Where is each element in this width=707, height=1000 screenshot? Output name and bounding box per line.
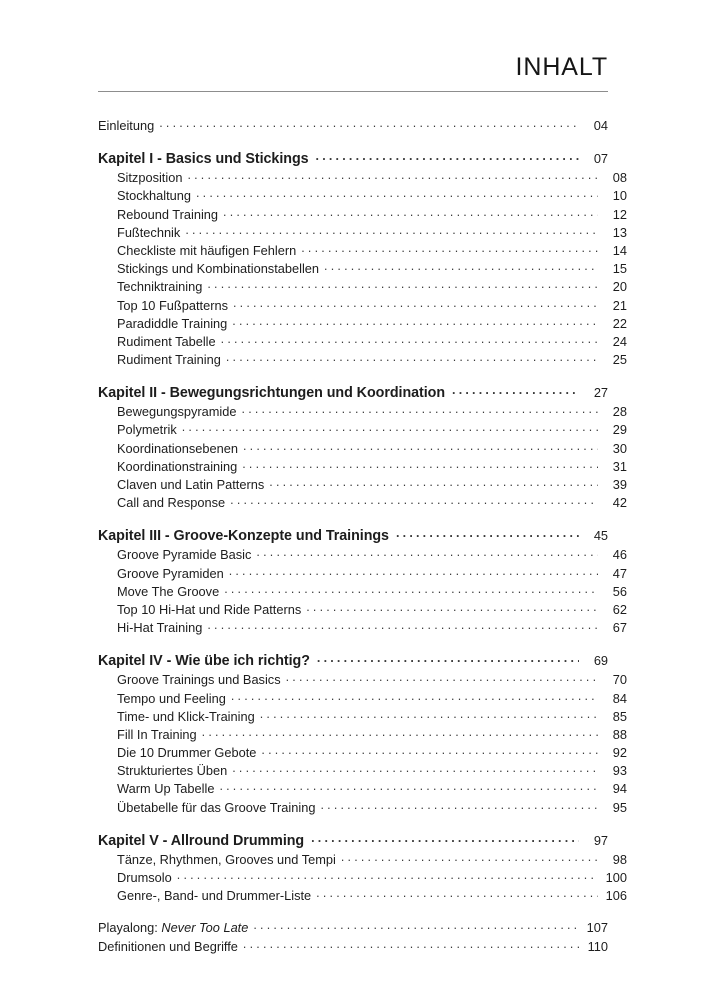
toc-entry-page-number: 14 — [612, 242, 627, 258]
toc-entry-page-number: 67 — [612, 620, 627, 636]
toc-entry[interactable] — [98, 938, 608, 956]
table-of-contents — [98, 117, 627, 956]
dot-leader — [341, 852, 598, 864]
toc-entry[interactable] — [98, 601, 627, 619]
toc-group-intro — [98, 117, 608, 135]
toc-entry-label: Playalong: Never Too Late — [98, 920, 249, 936]
toc-entry-label: Kapitel V - Allround Drumming — [98, 832, 305, 849]
toc-entry-label: Checkliste mit häufigen Fehlern — [117, 242, 297, 258]
toc-group-kapitel-1 — [98, 149, 627, 369]
toc-entry-label: Top 10 Fußpatterns — [117, 297, 228, 313]
toc-entry[interactable] — [98, 762, 627, 780]
toc-entry-page-number: 70 — [612, 672, 627, 688]
toc-entry-label: Call and Response — [117, 495, 226, 511]
toc-entry-page-number: 24 — [612, 333, 627, 349]
dot-leader — [242, 404, 598, 416]
toc-entry-page-number: 107 — [586, 920, 608, 936]
toc-entry[interactable] — [98, 297, 627, 315]
toc-entry-page-number: 25 — [612, 352, 627, 368]
toc-entry-page-number: 20 — [612, 279, 627, 295]
dot-leader — [311, 833, 579, 845]
dot-leader — [177, 870, 598, 882]
dot-leader — [223, 207, 598, 219]
toc-entry-page-number: 12 — [612, 206, 627, 222]
dot-leader — [324, 261, 598, 273]
dot-leader — [316, 888, 598, 900]
toc-entry[interactable] — [98, 351, 627, 369]
toc-entry-page-number: 31 — [612, 458, 627, 474]
toc-entry[interactable] — [98, 169, 627, 187]
toc-entry-page-number: 56 — [612, 583, 627, 599]
dot-leader — [301, 243, 598, 255]
toc-entry-label: Sitzposition — [117, 170, 183, 186]
toc-entry[interactable] — [98, 851, 627, 869]
toc-entry-label: Hi-Hat Training — [117, 620, 203, 636]
toc-entry[interactable] — [98, 421, 627, 439]
dot-leader — [224, 584, 598, 596]
dot-leader — [182, 422, 598, 434]
page-header — [98, 52, 608, 92]
toc-entry-label: Tänze, Rhythmen, Grooves und Tempi — [117, 851, 336, 867]
toc-entry-label: Move The Groove — [117, 583, 220, 599]
dot-leader — [260, 709, 598, 721]
dot-leader — [317, 653, 579, 665]
toc-entry-label: Koordinationsebenen — [117, 440, 238, 456]
toc-chapter-entry[interactable] — [98, 149, 608, 169]
toc-group-kapitel-2 — [98, 383, 627, 512]
toc-entry[interactable] — [98, 708, 627, 726]
toc-entry-page-number: 92 — [612, 745, 627, 761]
toc-entry-label: Warm Up Tabelle — [117, 781, 215, 797]
toc-entry-page-number: 29 — [612, 422, 627, 438]
dot-leader — [185, 225, 598, 237]
page-title: INHALT — [515, 53, 608, 81]
toc-chapter-entry[interactable] — [98, 831, 608, 851]
toc-entry[interactable] — [98, 546, 627, 564]
toc-entry[interactable] — [98, 869, 627, 887]
toc-entry[interactable] — [98, 187, 627, 205]
toc-entry[interactable] — [98, 780, 627, 798]
toc-entry[interactable] — [98, 278, 627, 296]
toc-entry[interactable] — [98, 315, 627, 333]
toc-entry-page-number: 97 — [593, 832, 608, 848]
toc-entry[interactable] — [98, 671, 627, 689]
toc-entry-label: Groove Trainings und Basics — [117, 672, 281, 688]
dot-leader — [242, 459, 598, 471]
toc-entry-label: Tempo und Feeling — [117, 690, 226, 706]
toc-entry[interactable] — [98, 224, 627, 242]
toc-entry-page-number: 46 — [612, 547, 627, 563]
dot-leader — [253, 920, 579, 932]
toc-entry[interactable] — [98, 117, 608, 135]
toc-entry-label: Stickings und Kombinationstabellen — [117, 261, 320, 277]
dot-leader — [256, 547, 598, 559]
toc-entry[interactable] — [98, 583, 627, 601]
toc-entry-page-number: 62 — [612, 601, 627, 617]
toc-entry[interactable] — [98, 476, 627, 494]
dot-leader — [226, 352, 598, 364]
toc-entry-page-number: 45 — [593, 528, 608, 544]
toc-entry-label: Claven und Latin Patterns — [117, 477, 265, 492]
toc-group-kapitel-3 — [98, 526, 627, 637]
dot-leader — [261, 745, 598, 757]
dot-leader — [187, 170, 598, 182]
dot-leader — [316, 151, 579, 163]
dot-leader — [229, 566, 598, 578]
header-divider — [98, 91, 608, 92]
toc-entry[interactable] — [98, 887, 627, 905]
toc-entry-label: Genre-, Band- und Drummer-Liste — [117, 888, 312, 904]
toc-entry[interactable] — [98, 403, 627, 421]
dot-leader — [243, 939, 579, 951]
toc-entry-page-number: 08 — [612, 170, 627, 186]
toc-entry-label: Kapitel I - Basics und Stickings — [98, 151, 309, 168]
toc-entry-page-number: 69 — [593, 653, 608, 669]
toc-entry[interactable] — [98, 690, 627, 708]
toc-entry-label: Kapitel IV - Wie übe ich richtig? — [98, 653, 310, 670]
toc-entry[interactable] — [98, 919, 608, 937]
toc-entry-page-number: 27 — [593, 385, 608, 401]
toc-entry[interactable] — [98, 799, 627, 817]
dot-leader — [232, 763, 598, 775]
toc-entry[interactable] — [98, 619, 627, 637]
toc-entry-page-number: 13 — [612, 224, 627, 240]
toc-entry[interactable] — [98, 260, 627, 278]
toc-chapter-entry[interactable] — [98, 526, 608, 546]
toc-entry-page-number: 42 — [612, 495, 627, 511]
toc-entry-label: Rudiment Training — [117, 352, 221, 368]
toc-entry-page-number: 15 — [612, 261, 627, 277]
toc-entry-page-number: 47 — [612, 565, 627, 581]
toc-entry-label: Groove Pyramiden — [117, 565, 224, 581]
toc-entry-page-number: 10 — [612, 188, 627, 204]
toc-chapter-entry[interactable] — [98, 651, 608, 671]
dot-leader — [196, 188, 598, 200]
toc-entry[interactable] — [98, 440, 627, 458]
dot-leader — [231, 691, 598, 703]
toc-entry-label: Übetabelle für das Groove Training — [117, 799, 316, 815]
toc-entry-label: Paradiddle Training — [117, 315, 228, 331]
toc-entry-page-number: 106 — [605, 888, 627, 904]
dot-leader — [269, 477, 598, 489]
toc-entry-label: Definitionen und Begriffe — [98, 938, 238, 954]
toc-entry[interactable] — [98, 494, 627, 512]
toc-entry-page-number: 04 — [593, 118, 608, 133]
toc-entry-label: Groove Pyramide Basic — [117, 547, 252, 563]
toc-entry-label: Fußtechnik — [117, 224, 181, 240]
toc-entry-page-number: 28 — [612, 404, 627, 420]
toc-entry-page-number: 94 — [612, 781, 627, 797]
toc-entry-label: Drumsolo — [117, 870, 172, 885]
toc-entry-page-number: 39 — [612, 477, 627, 492]
toc-entry-label: Einleitung — [98, 118, 155, 133]
dot-leader — [233, 298, 598, 310]
toc-entry-page-number: 110 — [587, 938, 608, 954]
toc-entry-page-number: 85 — [612, 708, 627, 724]
toc-entry[interactable] — [98, 744, 627, 762]
dot-leader — [306, 602, 598, 614]
toc-entry-label: Top 10 Hi-Hat und Ride Patterns — [117, 601, 302, 617]
dot-leader — [207, 620, 598, 632]
toc-entry[interactable] — [98, 565, 627, 583]
dot-leader — [202, 727, 598, 739]
toc-entry[interactable] — [98, 242, 627, 260]
toc-group-kapitel-4 — [98, 651, 627, 817]
toc-group-kapitel-5 — [98, 831, 627, 906]
toc-entry[interactable] — [98, 333, 627, 351]
dot-leader — [320, 800, 598, 812]
dot-leader — [219, 781, 598, 793]
toc-entry-label-italic: Never Too Late — [161, 920, 249, 936]
toc-entry[interactable] — [98, 458, 627, 476]
toc-entry[interactable] — [98, 206, 627, 224]
toc-entry-label: Stockhaltung — [117, 188, 191, 204]
toc-entry-page-number: 22 — [612, 315, 627, 331]
toc-entry-page-number: 98 — [612, 851, 627, 867]
toc-entry[interactable] — [98, 726, 627, 744]
toc-entry-label: Fill In Training — [117, 726, 197, 742]
dot-leader — [243, 441, 598, 453]
toc-entry-label: Rebound Training — [117, 206, 219, 222]
toc-entry-label: Bewegungspyramide — [117, 404, 237, 420]
toc-entry-label: Time- und Klick-Training — [117, 708, 255, 724]
toc-chapter-entry[interactable] — [98, 383, 608, 403]
toc-entry-page-number: 30 — [612, 440, 627, 456]
dot-leader — [230, 495, 598, 507]
toc-entry-page-number: 100 — [605, 870, 627, 885]
dot-leader — [396, 528, 579, 540]
toc-entry-page-number: 95 — [612, 799, 627, 815]
toc-entry-page-number: 21 — [612, 297, 627, 313]
toc-entry-page-number: 88 — [612, 726, 627, 742]
dot-leader — [452, 385, 579, 397]
dot-leader — [221, 334, 598, 346]
toc-group-back-matter — [98, 919, 608, 955]
toc-entry-page-number: 93 — [612, 763, 627, 779]
toc-entry-label: Polymetrik — [117, 422, 177, 438]
toc-entry-label: Die 10 Drummer Gebote — [117, 745, 257, 761]
toc-entry-label: Strukturiertes Üben — [117, 763, 228, 779]
toc-entry-label: Rudiment Tabelle — [117, 333, 216, 349]
toc-entry-page-number: 84 — [612, 690, 627, 706]
toc-entry-label: Kapitel III - Groove-Konzepte und Trainings — [98, 528, 389, 545]
dot-leader — [232, 316, 598, 328]
dot-leader — [286, 672, 598, 684]
toc-entry-label: Techniktraining — [117, 279, 203, 295]
toc-entry-label: Kapitel II - Bewegungsrichtungen und Koordination — [98, 385, 446, 402]
toc-entry-label: Koordinationstraining — [117, 458, 238, 474]
dot-leader — [207, 279, 598, 291]
dot-leader — [159, 118, 579, 130]
toc-entry-page-number: 07 — [593, 151, 608, 167]
